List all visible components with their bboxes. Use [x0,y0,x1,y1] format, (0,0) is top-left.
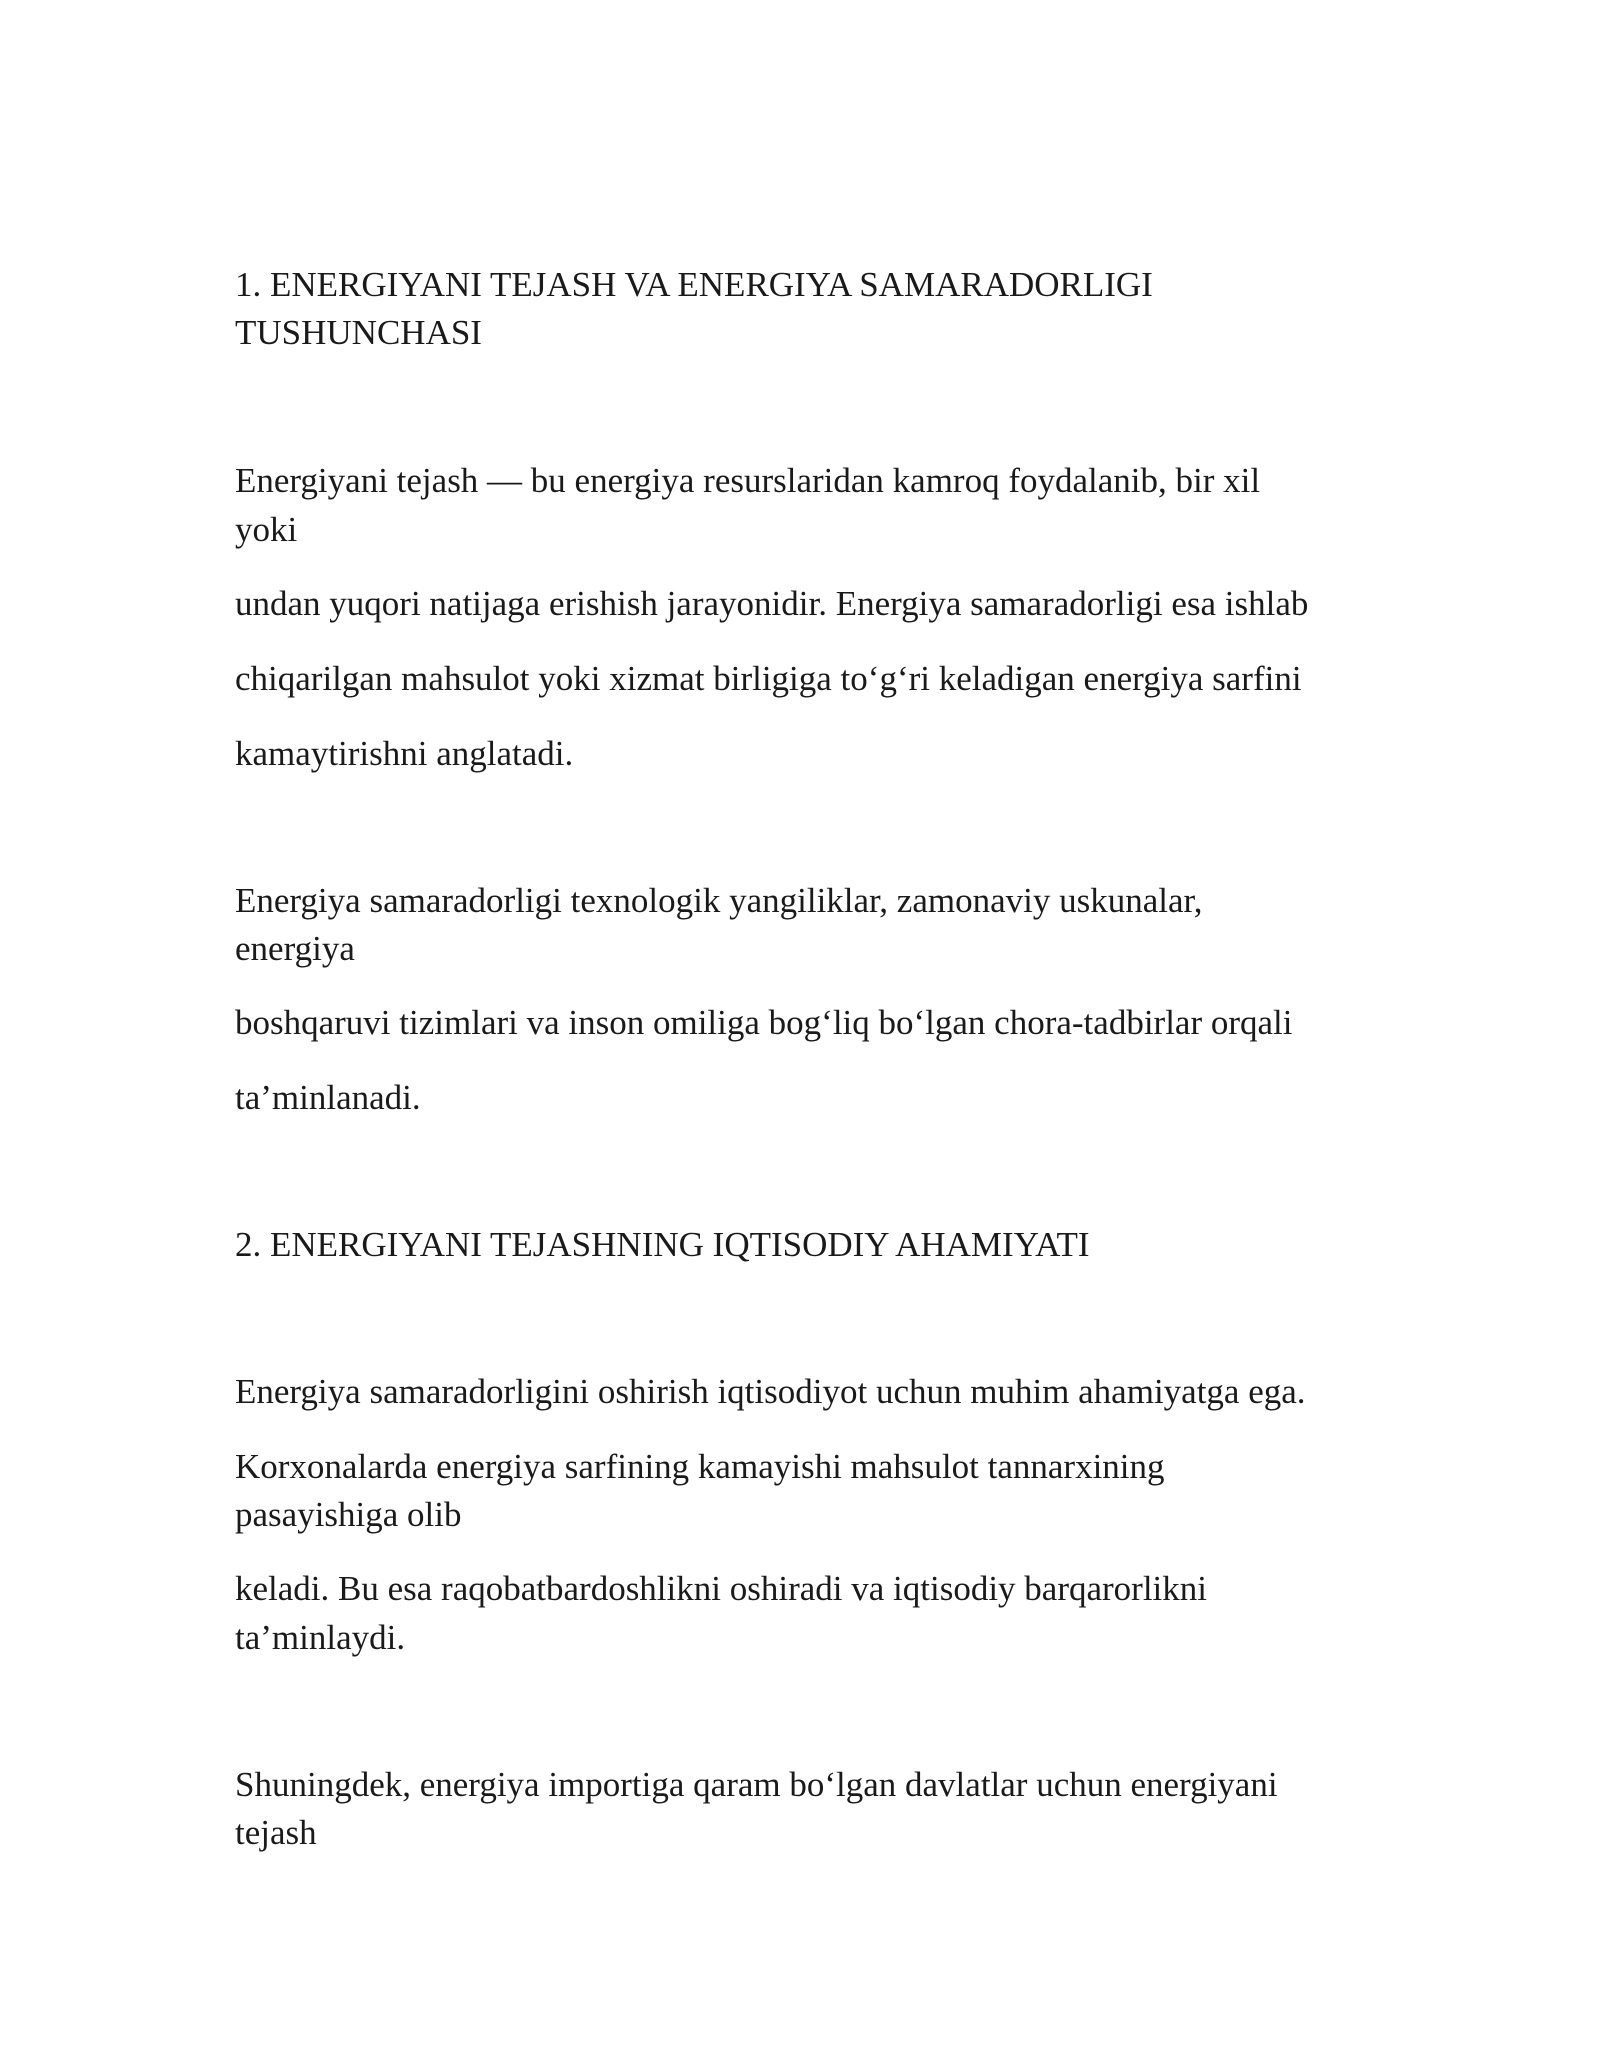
paragraph-2-line-4: ta’minlanadi. [235,1078,421,1117]
section-heading-1-line-2: TUSHUNCHASI [235,313,482,352]
paragraph-2-line-1: Energiya samaradorligi texnologik yangiliklar, zamonaviy uskunalar, [235,881,1203,920]
paragraph-1-line-3: undan yuqori natijaga erishish jarayonidir. Energiya samaradorligi esa ishlab [235,584,1309,623]
paragraph-1-line-5: kamaytirishni anglatadi. [235,734,574,773]
section-heading-1-line-1: 1. ENERGIYANI TEJASH VA ENERGIYA SAMARADORLIGI [235,265,1153,304]
paragraph-1-line-2: yoki [235,510,298,549]
paragraph-3-line-5: ta’minlaydi. [235,1618,406,1657]
paragraph-3-line-2: Korxonalarda energiya sarfining kamayishi mahsulot tannarxining [235,1447,1165,1486]
paragraph-4-line-1: Shuningdek, energiya importiga qaram bo‘lgan davlatlar uchun energiyani [235,1765,1278,1804]
section-heading-2: 2. ENERGIYANI TEJASHNING IQTISODIY AHAMIYATI [235,1225,1090,1264]
paragraph-3-line-3: pasayishiga olib [235,1495,462,1534]
paragraph-2-line-2: energiya [235,929,355,968]
paragraph-4-line-2: tejash [235,1813,317,1852]
paragraph-2-line-3: boshqaruvi tizimlari va inson omiliga bog‘liq bo‘lgan chora-tadbirlar orqali [235,1003,1293,1042]
paragraph-1-line-1: Energiyani tejash — bu energiya resurslaridan kamroq foydalanib, bir xil [235,461,1261,500]
paragraph-1-line-4: chiqarilgan mahsulot yoki xizmat birligiga to‘g‘ri keladigan energiya sarfini [235,659,1302,698]
paragraph-3-line-1: Energiya samaradorligini oshirish iqtisodiyot uchun muhim ahamiyatga ega. [235,1372,1306,1411]
paragraph-3-line-4: keladi. Bu esa raqobatbardoshlikni oshiradi va iqtisodiy barqarorlikni [235,1569,1208,1608]
